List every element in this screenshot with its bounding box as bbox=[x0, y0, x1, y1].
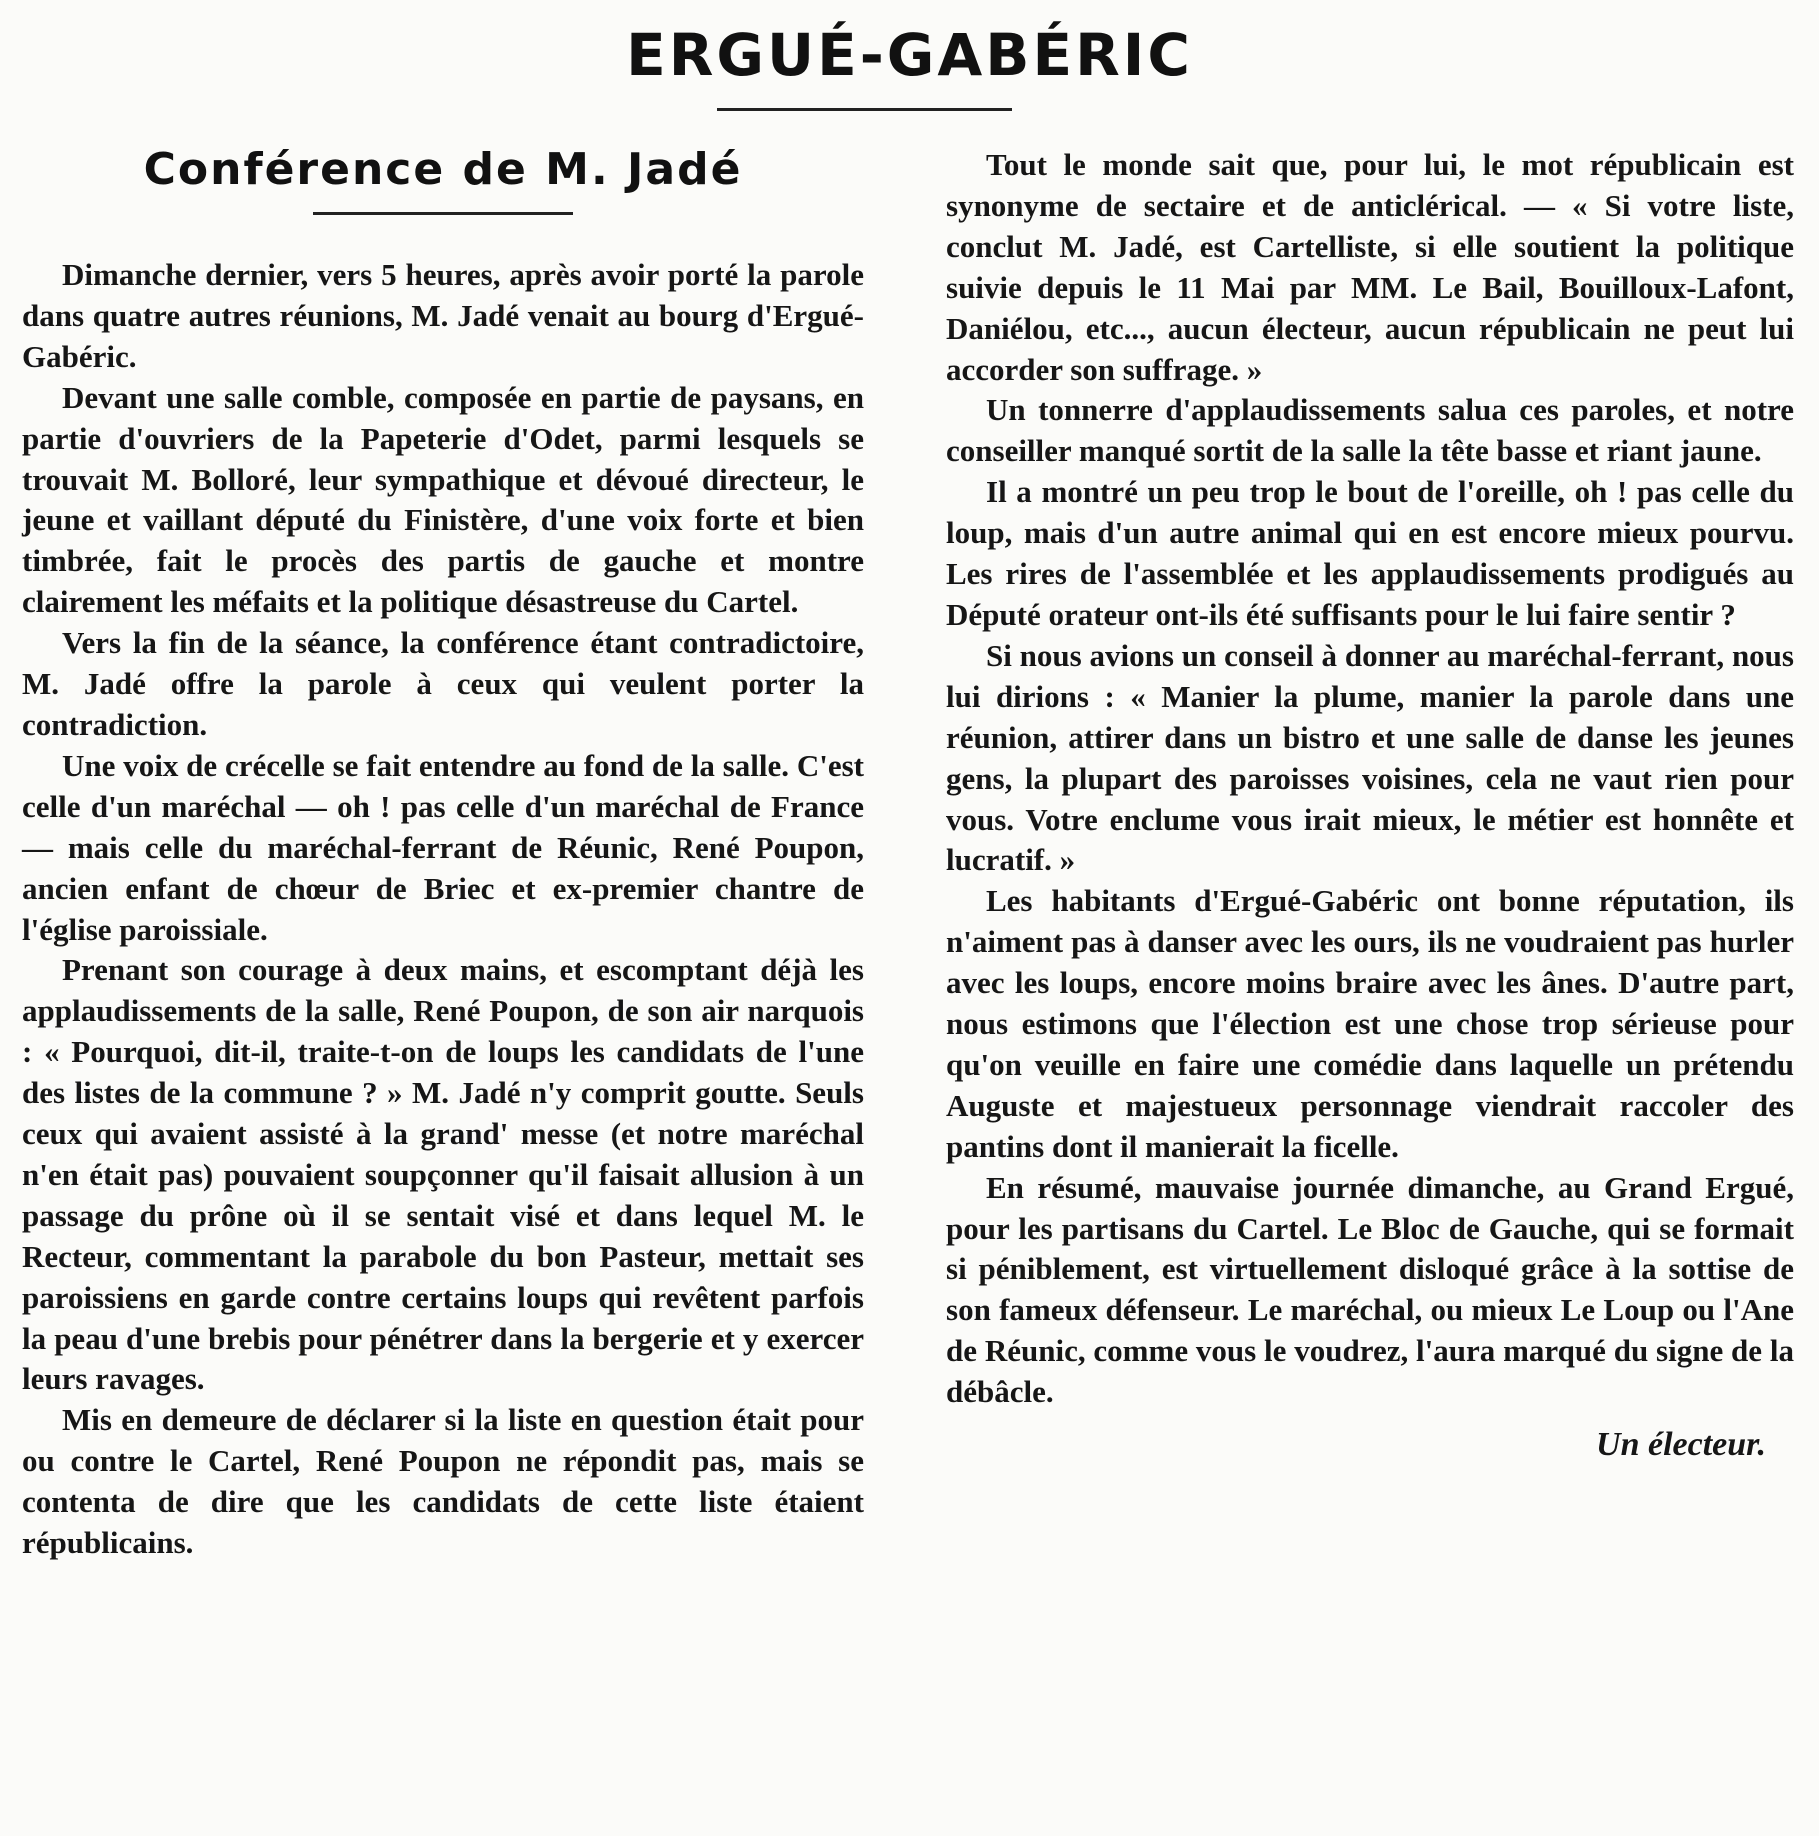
paragraph: Il a montré un peu trop le bout de l'oreille, oh ! pas celle du loup, mais d'un autre animal qui en est encore mieux pourvu. Les rires de l'assemblée et les applaudissements prodigués au Député orateur ont-ils été suffisants pour le lui faire sentir ? bbox=[946, 474, 1794, 632]
paragraph: Tout le monde sait que, pour lui, le mot républicain est synonyme de sectaire et de anticlérical. — « Si votre liste, conclut M. Jadé, est Cartelliste, si elle soutient la politique suivie depuis le 11 Mai par MM. Le Bail, Bouilloux-Lafont, Daniélou, etc..., aucun électeur, aucun républicain ne peut lui accorder son suffrage. » bbox=[946, 147, 1794, 387]
paragraph: Prenant son courage à deux mains, et escomptant déjà les applaudissements de la salle, René Poupon, de son air narquois : « Pourquoi, dit-il, traite-t-on de loups les candidats de l'une des listes de la commune ? » M. Jadé n'y comprit goutte. Seuls ceux qui avaient assisté à la grand' messe (et notre maréchal n'en était pas) pouvaient soupçonner qu'il faisait allusion à un passage du prône où il se sentait visé et dans lequel M. le Recteur, commentant la parabole du bon Pasteur, mettait ses paroissiens en garde contre certains loups qui revêtent parfois la peau d'une brebis pour pénétrer dans la bergerie et y exercer leurs ravages. bbox=[22, 952, 864, 1397]
article-signature: Un électeur. bbox=[1596, 1426, 1766, 1464]
paragraph: En résumé, mauvaise journée dimanche, au Grand Ergué, pour les partisans du Cartel. Le Bloc de Gauche, qui se formait si péniblement, est virtuellement disloqué grâce à la sottise de son fameux défenseur. Le maréchal, ou mieux Le Loup ou l'Ane de Réunic, comme vous le voudrez, l'aura marqué du signe de la débâcle. bbox=[946, 1169, 1794, 1410]
paragraph: Les habitants d'Ergué-Gabéric ont bonne réputation, ils n'aiment pas à danser avec les ours, ils ne voudraient pas hurler avec les loups, encore moins braire avec les ânes. D'autre part, nous estimons que l'élection est une chose trop sérieuse pour qu'on veuille en faire une comédie dans laquelle un prétendu Auguste et majestueux personnage viendrait raccoler des pantins dont il manierait la ficelle. bbox=[946, 883, 1794, 1164]
column-left bbox=[22, 140, 864, 1564]
column-right bbox=[946, 145, 1794, 1466]
paragraph: Mis en demeure de déclarer si la liste en question était pour ou contre le Cartel, René Poupon ne répondit pas, mais se contenta de dire que les candidats de cette liste étaient républicains. bbox=[22, 1402, 864, 1561]
paragraph: Vers la fin de la séance, la conférence étant contradictoire, M. Jadé offre la parole à ceux qui veulent porter la contradiction. bbox=[22, 625, 864, 742]
article-title: Conférence de M. Jadé bbox=[143, 144, 743, 195]
masthead-divider bbox=[717, 108, 1012, 111]
paragraph: Dimanche dernier, vers 5 heures, après avoir porté la parole dans quatre autres réunions, M. Jadé venait au bourg d'Ergué-Gabéric. bbox=[22, 257, 864, 374]
title-divider bbox=[313, 212, 573, 215]
paragraph: Si nous avions un conseil à donner au maréchal-ferrant, nous lui dirions : « Manier la plume, manier la parole dans une réunion, attirer dans un bistro et une salle de danse les jeunes gens, la plupart des paroisses voisines, cela ne vaut rien pour vous. Votre enclume vous irait mieux, le métier est honnête et lucratif. » bbox=[946, 637, 1794, 878]
paragraph: Une voix de crécelle se fait entendre au fond de la salle. C'est celle d'un maréchal — oh ! pas celle d'un maréchal de France — mais celle du maréchal-ferrant de Réunic, René Poupon, ancien enfant de chœur de Briec et ex-premier chantre de l'église paroissiale. bbox=[22, 747, 864, 947]
paragraph: Devant une salle comble, composée en partie de paysans, en partie d'ouvriers de la Papeterie d'Odet, parmi lesquels se trouvait M. Bolloré, leur sympathique et dévoué directeur, le jeune et vaillant député du Finistère, d'une voix forte et bien timbrée, fait le procès des partis de gauche et montre clairement les méfaits et la politique désastreuse du Cartel. bbox=[22, 379, 864, 620]
masthead-title: ERGUÉ-GABÉRIC bbox=[626, 21, 1193, 89]
paragraph: Un tonnerre d'applaudissements salua ces paroles, et notre conseiller manqué sortit de la salle la tête basse et riant jaune. bbox=[946, 392, 1794, 469]
